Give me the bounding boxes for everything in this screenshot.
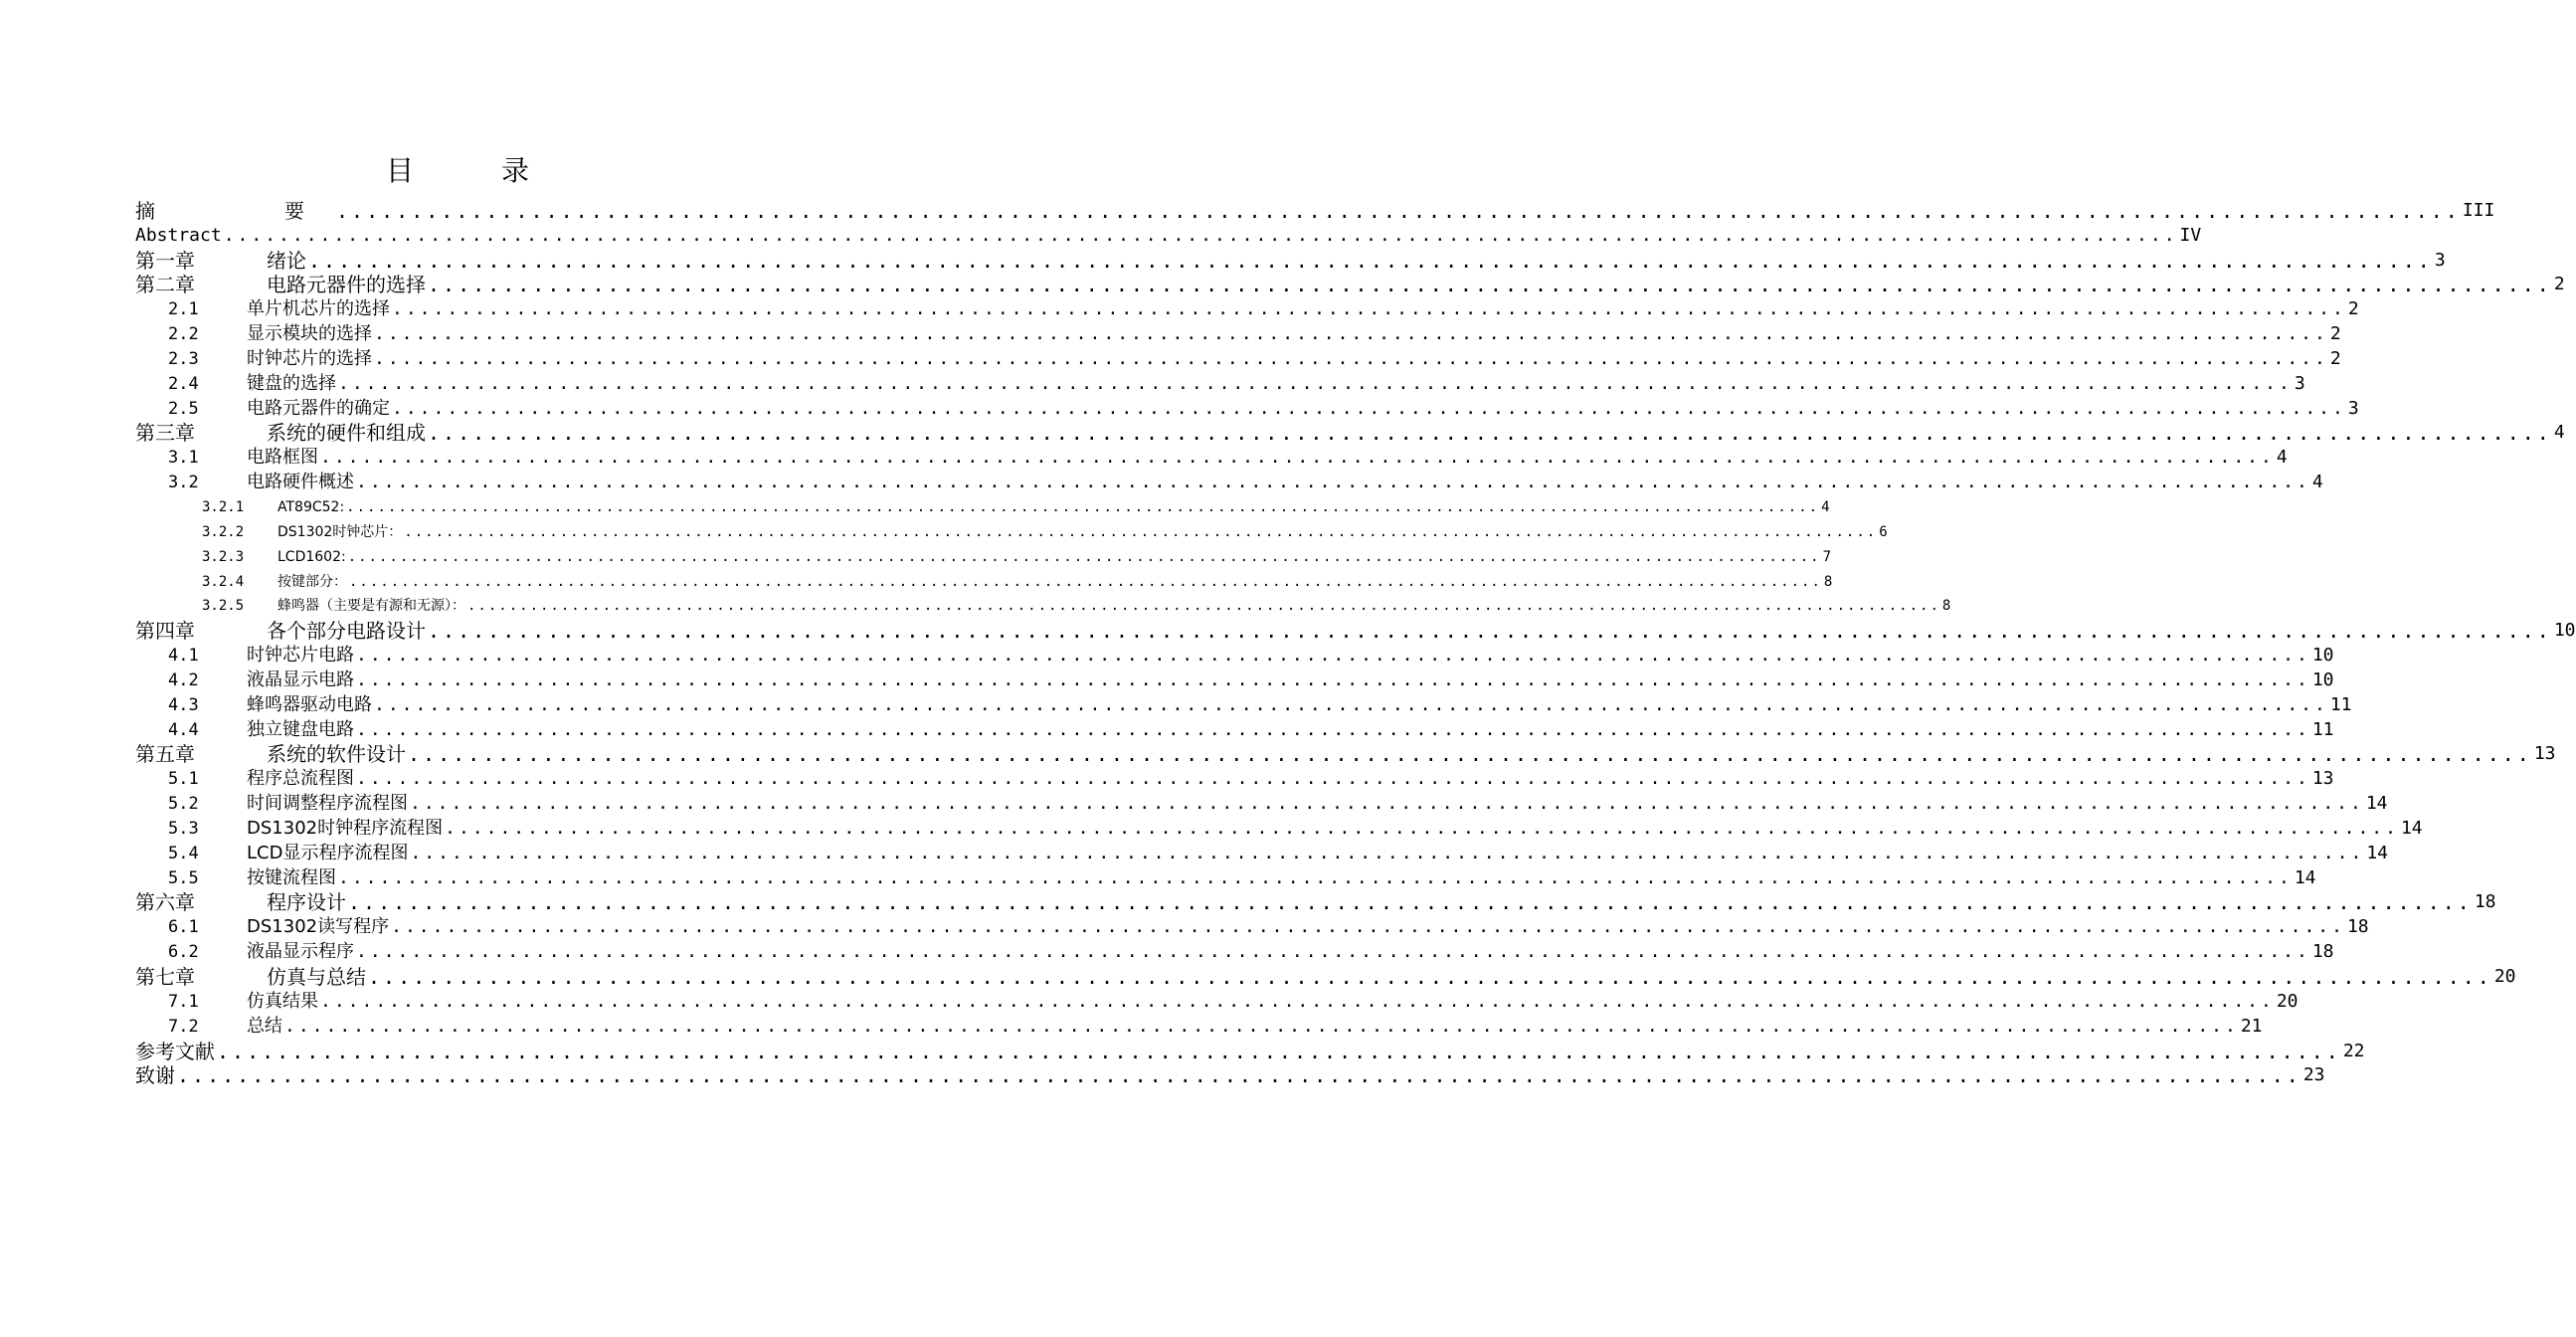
toc-entry[interactable] <box>135 568 1833 593</box>
toc-entry-title: 液晶显示程序 <box>247 941 354 963</box>
toc-entry-title: 电路框图 <box>247 447 318 469</box>
toc-entry-title: 电路元器件的选择 <box>267 273 426 297</box>
toc-entry-number: 3.2.3 <box>202 548 245 565</box>
toc-entry-title: 电路元器件的确定 <box>247 397 390 419</box>
page-title: 目 录 <box>385 154 559 187</box>
toc-entry[interactable] <box>135 617 2576 644</box>
toc-page-number: 18 <box>2311 941 2334 963</box>
toc-entry-number: 4.4 <box>168 719 199 740</box>
toc-page-number: 4 <box>2553 422 2565 444</box>
toc-page-number: 4 <box>1821 498 1830 515</box>
toc-entry[interactable] <box>135 741 2556 767</box>
toc-entry-title: 按键部分： <box>277 573 347 590</box>
toc-dot-leader: .............................................................................................................................................. <box>374 693 2328 715</box>
toc-entry-title: 按键流程图 <box>247 866 336 888</box>
toc-dot-leader: .............................................................................................................................................. <box>391 916 2345 938</box>
toc-page-number: 18 <box>2346 916 2369 938</box>
toc-entry-number: 第七章 <box>135 965 195 989</box>
toc-page-number: 23 <box>2302 1064 2325 1086</box>
toc-dot-leader: .............................................................................................................................................. <box>445 817 2399 839</box>
toc-page-number: 2 <box>2553 274 2565 295</box>
toc-entry-title: 摘 要 <box>135 198 334 223</box>
toc-entry-title: 时钟芯片电路 <box>247 645 354 667</box>
toc-entry-title: 程序总流程图 <box>247 768 354 790</box>
toc-entry-number: 5.2 <box>168 794 199 815</box>
toc-page-number: 2 <box>2329 323 2341 345</box>
toc-entry-title: 参考文献 <box>135 1039 215 1063</box>
toc-page-number: 4 <box>2311 472 2323 493</box>
toc-page-number: 10 <box>2311 668 2334 690</box>
toc-entry-title: 蜂鸣器驱动电路 <box>247 693 372 715</box>
toc-entry[interactable] <box>135 197 2495 223</box>
toc-dot-leader: .............................................................................................................................................. <box>338 866 2293 888</box>
toc-entry[interactable] <box>135 272 2565 297</box>
toc-page-number: 13 <box>2533 743 2556 765</box>
toc-page-number: 20 <box>2493 966 2516 987</box>
toc-dot-leader: .............................................................................................................................................. <box>356 768 2310 790</box>
toc-entry-number: 3.2.4 <box>202 573 245 590</box>
toc-entry-number: 5.1 <box>168 769 199 790</box>
toc-dot-leader: .............................................................................................................................................. <box>356 472 2310 493</box>
toc-entry[interactable] <box>135 889 2496 915</box>
toc-page-number: 18 <box>2474 891 2496 913</box>
toc-page-number: 14 <box>2400 817 2423 839</box>
toc-dot-leader: .............................................................................................................................................. <box>356 645 2310 667</box>
toc-dot-leader: .............................................................................................................................................. <box>410 793 2364 815</box>
toc-dot-leader: .............................................................................................................................................. <box>374 323 2328 345</box>
toc-dot-leader: .............................................................................................................................................. <box>408 742 2532 767</box>
toc-entry[interactable] <box>135 444 2288 469</box>
toc-entry[interactable] <box>135 469 2323 493</box>
toc-entry[interactable] <box>135 790 2388 815</box>
toc-entry[interactable] <box>135 1038 2365 1063</box>
toc-entry-title: Abstract <box>135 224 222 246</box>
toc-page-number: 10 <box>2553 620 2576 642</box>
toc-page-number: 7 <box>1822 548 1832 565</box>
toc-page-number: 13 <box>2311 768 2334 790</box>
toc-dot-leader: .............................................................................................................................................. <box>320 447 2275 469</box>
toc-entry-title: 蜂鸣器（主要是有源和无源）： <box>277 598 465 615</box>
toc-entry-title: 电路硬件概述 <box>247 472 354 493</box>
toc-dot-leader: .............................................................................................................................................. <box>336 198 2461 223</box>
toc-page-number: 20 <box>2276 990 2299 1012</box>
toc-entry-number: 2.1 <box>168 299 199 320</box>
toc-dot-leader: .............................................................................................................................................. <box>217 1039 2341 1063</box>
toc-dot-leader: .............................................................................................................................................. <box>467 598 1940 615</box>
toc-entry-title: 绪论 <box>267 248 306 273</box>
toc-entry-number: 4.1 <box>168 646 199 667</box>
toc-entry[interactable] <box>135 1062 2325 1088</box>
toc-list <box>135 197 2576 1088</box>
toc-entry-number: 3.1 <box>168 448 199 469</box>
toc-entry[interactable] <box>135 320 2341 345</box>
toc-entry[interactable] <box>135 593 1951 618</box>
toc-entry-title: 键盘的选择 <box>247 372 336 394</box>
toc-entry-title: 致谢 <box>135 1063 175 1088</box>
toc-page-number: 14 <box>2365 793 2388 815</box>
toc-page-number: 3 <box>2434 249 2446 271</box>
toc-page-number: III <box>2462 199 2495 221</box>
toc-dot-leader: .............................................................................................................................................. <box>223 224 2178 246</box>
toc-entry[interactable] <box>135 642 2334 667</box>
toc-entry-title: 各个部分电路设计 <box>267 619 426 644</box>
toc-entry-title: 系统的软件设计 <box>267 742 406 767</box>
toc-dot-leader: .............................................................................................................................................. <box>392 298 2346 320</box>
toc-dot-leader: .............................................................................................................................................. <box>177 1063 2301 1088</box>
toc-entry-title: 液晶显示电路 <box>247 668 354 690</box>
toc-entry-number: 3.2.1 <box>202 498 245 515</box>
toc-dot-leader: .............................................................................................................................................. <box>428 619 2552 644</box>
toc-dot-leader: .............................................................................................................................................. <box>356 941 2310 963</box>
toc-entry[interactable] <box>135 518 1888 543</box>
toc-entry-title: LCD1602: <box>277 548 346 565</box>
toc-dot-leader: .............................................................................................................................................. <box>392 397 2346 419</box>
toc-dot-leader: .............................................................................................................................................. <box>428 273 2552 297</box>
toc-entry[interactable] <box>135 493 1830 518</box>
toc-entry-title: 显示模块的选择 <box>247 323 372 345</box>
toc-entry[interactable] <box>135 815 2423 840</box>
toc-entry-number: 5.5 <box>168 867 199 888</box>
toc-page-number: 21 <box>2240 1015 2263 1037</box>
toc-entry-title: LCD显示程序流程图 <box>247 842 409 863</box>
toc-entry-number: 7.2 <box>168 1016 199 1037</box>
toc-page-number: 2 <box>2347 298 2359 320</box>
toc-entry[interactable] <box>135 222 2202 247</box>
toc-entry-number: 2.5 <box>168 398 199 419</box>
toc-page-number: 11 <box>2311 718 2334 740</box>
toc-entry-title: 仿真与总结 <box>267 965 366 989</box>
toc-entry-title: DS1302时钟程序流程图 <box>247 817 444 839</box>
toc-entry[interactable] <box>135 667 2334 691</box>
toc-dot-leader: .............................................................................................................................................. <box>320 990 2275 1012</box>
toc-entry-title: 仿真结果 <box>247 990 318 1012</box>
toc-dot-leader: .............................................................................................................................................. <box>356 718 2310 740</box>
toc-entry[interactable] <box>135 938 2334 963</box>
toc-entry[interactable] <box>135 295 2359 320</box>
toc-entry-title: DS1302时钟芯片： <box>277 523 403 540</box>
toc-entry-number: 3.2 <box>168 473 199 493</box>
toc-entry-number: 3.2.5 <box>202 598 245 615</box>
toc-entry-number: 第五章 <box>135 742 195 767</box>
toc-entry-number: 第二章 <box>135 273 195 297</box>
toc-entry-number: 2.4 <box>168 373 199 394</box>
toc-entry-number: 第一章 <box>135 248 195 273</box>
toc-entry[interactable] <box>135 716 2334 741</box>
toc-entry-number: 第四章 <box>135 619 195 644</box>
toc-dot-leader: .............................................................................................................................................. <box>338 372 2293 394</box>
toc-entry[interactable] <box>135 1013 2263 1038</box>
toc-dot-leader: .............................................................................................................................................. <box>356 668 2310 690</box>
toc-entry-number: 5.4 <box>168 843 199 863</box>
toc-dot-leader: .............................................................................................................................................. <box>347 548 1821 565</box>
toc-entry-number: 2.2 <box>168 324 199 345</box>
toc-dot-leader: .............................................................................................................................................. <box>349 573 1822 590</box>
toc-dot-leader: .............................................................................................................................................. <box>284 1015 2239 1037</box>
toc-entry-title: 程序设计 <box>267 890 346 915</box>
toc-page-number: 3 <box>2294 372 2305 394</box>
toc-entry-number: 6.2 <box>168 942 199 963</box>
toc-entry-number: 2.3 <box>168 348 199 369</box>
toc-entry[interactable] <box>135 345 2341 370</box>
toc-page-number: 8 <box>1941 598 1951 615</box>
toc-page-number: 10 <box>2311 645 2334 667</box>
toc-entry-title: AT89C52: <box>277 498 345 515</box>
toc-entry-number: 3.2.2 <box>202 523 245 540</box>
toc-entry-title: 单片机芯片的选择 <box>247 298 390 320</box>
toc-dot-leader: .............................................................................................................................................. <box>368 965 2492 989</box>
toc-entry-title: 独立键盘电路 <box>247 718 354 740</box>
toc-entry-number: 7.1 <box>168 991 199 1012</box>
toc-page-number: 14 <box>2366 842 2388 863</box>
toc-entry[interactable] <box>135 543 1832 568</box>
toc-entry-title: 系统的硬件和组成 <box>267 421 426 446</box>
toc-page-number: 22 <box>2342 1040 2365 1061</box>
toc-page-number: 6 <box>1879 523 1888 540</box>
toc-entry-number: 第三章 <box>135 421 195 446</box>
toc-page-number: 2 <box>2329 347 2341 369</box>
toc-entry-title: 总结 <box>247 1015 282 1037</box>
toc-entry-number: 6.1 <box>168 917 199 938</box>
toc-entry[interactable] <box>135 420 2565 446</box>
toc-entry-number: 4.2 <box>168 669 199 690</box>
toc-entry[interactable] <box>135 370 2305 395</box>
toc-page-number: 4 <box>2276 447 2288 469</box>
toc-entry[interactable] <box>135 840 2388 864</box>
toc-dot-leader: .............................................................................................................................................. <box>346 498 1820 515</box>
toc-page-number: 14 <box>2294 866 2316 888</box>
toc-page-number: 8 <box>1823 573 1833 590</box>
toc-dot-leader: .............................................................................................................................................. <box>308 248 2433 273</box>
toc-entry-title: 时间调整程序流程图 <box>247 793 408 815</box>
toc-entry[interactable] <box>135 691 2352 716</box>
toc-entry-number: 5.3 <box>168 818 199 839</box>
toc-dot-leader: .............................................................................................................................................. <box>348 890 2473 915</box>
toc-dot-leader: .............................................................................................................................................. <box>374 347 2328 369</box>
toc-entry[interactable] <box>135 913 2369 938</box>
toc-page-number: 3 <box>2347 397 2359 419</box>
toc-entry-title: 时钟芯片的选择 <box>247 347 372 369</box>
toc-entry[interactable] <box>135 247 2446 273</box>
toc-entry-number: 第六章 <box>135 890 195 915</box>
toc-entry-title: DS1302读写程序 <box>247 916 390 938</box>
toc-dot-leader: .............................................................................................................................................. <box>410 842 2365 863</box>
toc-entry-number: 4.3 <box>168 694 199 715</box>
toc-entry[interactable] <box>135 864 2316 889</box>
toc-page-number: IV <box>2179 224 2202 246</box>
toc-dot-leader: .............................................................................................................................................. <box>428 421 2552 446</box>
toc-entry[interactable] <box>135 395 2359 420</box>
toc-entry[interactable] <box>135 765 2334 790</box>
toc-entry[interactable] <box>135 988 2299 1013</box>
toc-dot-leader: .............................................................................................................................................. <box>404 523 1878 540</box>
toc-entry[interactable] <box>135 963 2516 989</box>
toc-page-number: 11 <box>2329 693 2352 715</box>
